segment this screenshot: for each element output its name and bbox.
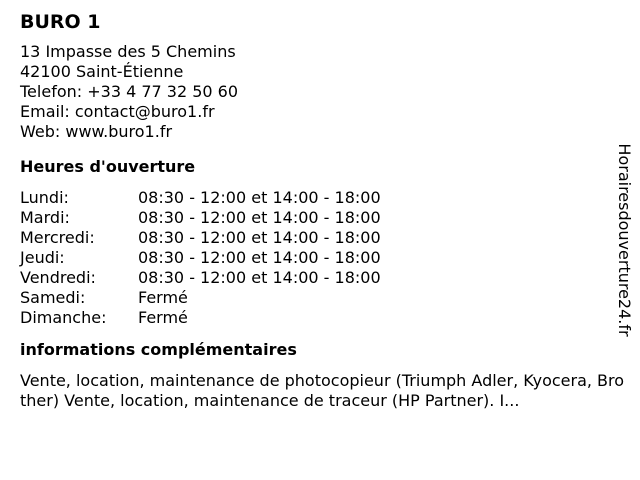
- hours-value: 08:30 - 12:00 et 14:00 - 18:00: [138, 188, 381, 207]
- opening-hours-heading: Heures d'ouverture: [20, 157, 196, 176]
- additional-info-text: Vente, location, maintenance de photocopieur (Triumph Adler, Kyocera, Brother) Vente, location, maintenance de traceur (HP Partner). I...: [20, 371, 625, 410]
- hours-value: 08:30 - 12:00 et 14:00 - 18:00: [138, 268, 381, 287]
- hours-value: 08:30 - 12:00 et 14:00 - 18:00: [138, 248, 381, 267]
- contact-block: [20, 42, 620, 142]
- day-label: Dimanche:: [20, 308, 107, 327]
- opening-hours-table: [20, 188, 620, 328]
- business-name: BURO 1: [20, 11, 101, 33]
- hours-value: 08:30 - 12:00 et 14:00 - 18:00: [138, 228, 381, 247]
- hours-value: Fermé: [138, 308, 188, 327]
- day-label: Mardi:: [20, 208, 70, 227]
- hours-row-monday: [20, 188, 620, 208]
- additional-info-heading: informations complémentaires: [20, 340, 297, 359]
- hours-row-friday: [20, 268, 620, 288]
- day-label: Mercredi:: [20, 228, 95, 247]
- hours-row-wednesday: [20, 228, 620, 248]
- hours-row-tuesday: [20, 208, 620, 228]
- day-label: Jeudi:: [20, 248, 65, 267]
- hours-row-thursday: [20, 248, 620, 268]
- web-line: Web: www.buro1.fr: [20, 122, 173, 141]
- address-street: 13 Impasse des 5 Chemins: [20, 42, 236, 61]
- day-label: Lundi:: [20, 188, 69, 207]
- hours-row-saturday: [20, 288, 620, 308]
- email-line: Email: contact@buro1.fr: [20, 102, 215, 121]
- phone-line: Telefon: +33 4 77 32 50 60: [20, 82, 239, 101]
- day-label: Vendredi:: [20, 268, 96, 287]
- hours-row-sunday: [20, 308, 620, 328]
- hours-value: 08:30 - 12:00 et 14:00 - 18:00: [138, 208, 381, 227]
- day-label: Samedi:: [20, 288, 86, 307]
- hours-value: Fermé: [138, 288, 188, 307]
- site-watermark: Horairesdouverture24.fr: [615, 143, 634, 337]
- address-city: 42100 Saint-Étienne: [20, 62, 184, 81]
